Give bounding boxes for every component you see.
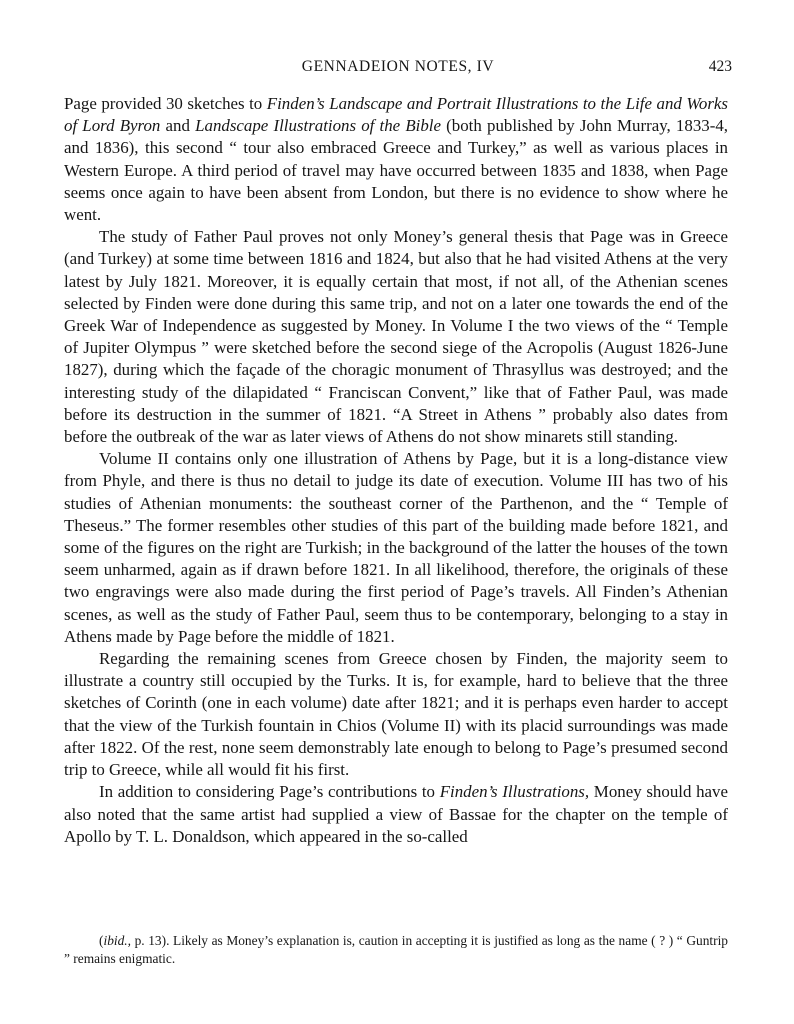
text-span: Page provided 30 sketches to xyxy=(64,94,267,113)
paragraph xyxy=(64,781,728,848)
text-span: and xyxy=(160,116,196,136)
footnote xyxy=(64,932,728,968)
body-text xyxy=(64,93,728,848)
italic-title: Finden’s Landscape and Portrait Illustrations to the Life and Works of Lord Byron xyxy=(64,94,728,136)
text-span: The study of Father Paul proves not only Money’s general thesis that Page was in Greece (and Turkey) at some time between 1816 and 1824, but also that he had visited Athens at the very latest by July 1821. Moreover, it is equally certain that most, if not all, of the Athenian scenes selected by Finden were done during this same trip, and not on a later one towards the end of the Greek War of Independence as suggested by Money. In Volume I the two views of the “ Temple of Jupiter Olympus ” were sketched before the second siege of the Acropolis (August 1826-June 1827), during which the façade of the choragic monument of Thrasyllus was destroyed; and the interesting study of the dilapidated “ Franciscan Convent,” like that of Father Paul, was made before its destruction in the summer of 1821. “A Street in Athens ” probably also dates from before the outbreak of the war as later views of Athens do not show minarets still standing. xyxy=(64,227,728,447)
paragraph xyxy=(64,648,728,781)
italic-title: Finden’s Illustrations, xyxy=(439,782,590,802)
running-header xyxy=(64,58,732,80)
italic-text: ibid., xyxy=(103,933,131,948)
text-span: ( xyxy=(99,933,104,948)
paragraph xyxy=(64,448,728,648)
text-span: Money should have also noted that the same artist had supplied a view of Bassae for the chapter on the temple of Apollo by T. L. Donaldson, which appeared in the so-called xyxy=(64,782,728,846)
text-span: Regarding the remaining scenes from Greece chosen by Finden, the majority seem to illustrate a country still occupied by the Turks. It is, for example, hard to believe that the three sketches of Corinth (one in each volume) date after 1821; and it is perhaps even harder to accept that the view of the Turkish fountain in Chios (Volume II) with its placid surroundings was made after 1822. Of the rest, none seem demonstrably late enough to belong to Page’s presumed second trip to Greece, while all would fit his first. xyxy=(64,649,728,780)
paragraph xyxy=(64,93,728,226)
paragraph xyxy=(64,226,728,448)
text-span: (both published by John Murray, 1833-4, and 1836), this second “ tour also embraced Greece and Turkey,” as well as various places in Western Europe. A third period of travel may have occurred between 1835 and 1838, when Page seems once again to have been absent from London, but there is no evidence to show where he went. xyxy=(64,116,729,225)
text-span: Volume II contains only one illustration of Athens by Page, but it is a long-distance view from Phyle, and there is thus no detail to judge its date of execution. Volume III has two of his studies of Athenian monuments: the southeast corner of the Parthenon, and the “ Temple of Theseus.” The former resembles other studies of this part of the building made before 1821, and some of the figures on the right are Turkish; in the background of the latter the houses of the town seem unharmed, again as if drawn before 1821. In all likelihood, therefore, the originals of these two engravings were also made during the first period of Page’s travels. All Finden’s Athenian scenes, as well as the study of Father Paul, seem thus to be contemporary, belonging to a stay in Athens made by Page before the middle of 1821. xyxy=(64,449,728,646)
running-title: GENNADEION NOTES, IV xyxy=(301,58,495,75)
page-number: 423 xyxy=(708,58,732,75)
text-span: In addition to considering Page’s contributions to xyxy=(99,782,440,802)
italic-title: Landscape Illustrations of the Bible xyxy=(195,116,441,136)
text-span: p. 13). Likely as Money’s explanation is, caution in accepting it is justified as long as the name ( ? ) “ Guntrip ” remains enigmatic. xyxy=(64,933,728,967)
